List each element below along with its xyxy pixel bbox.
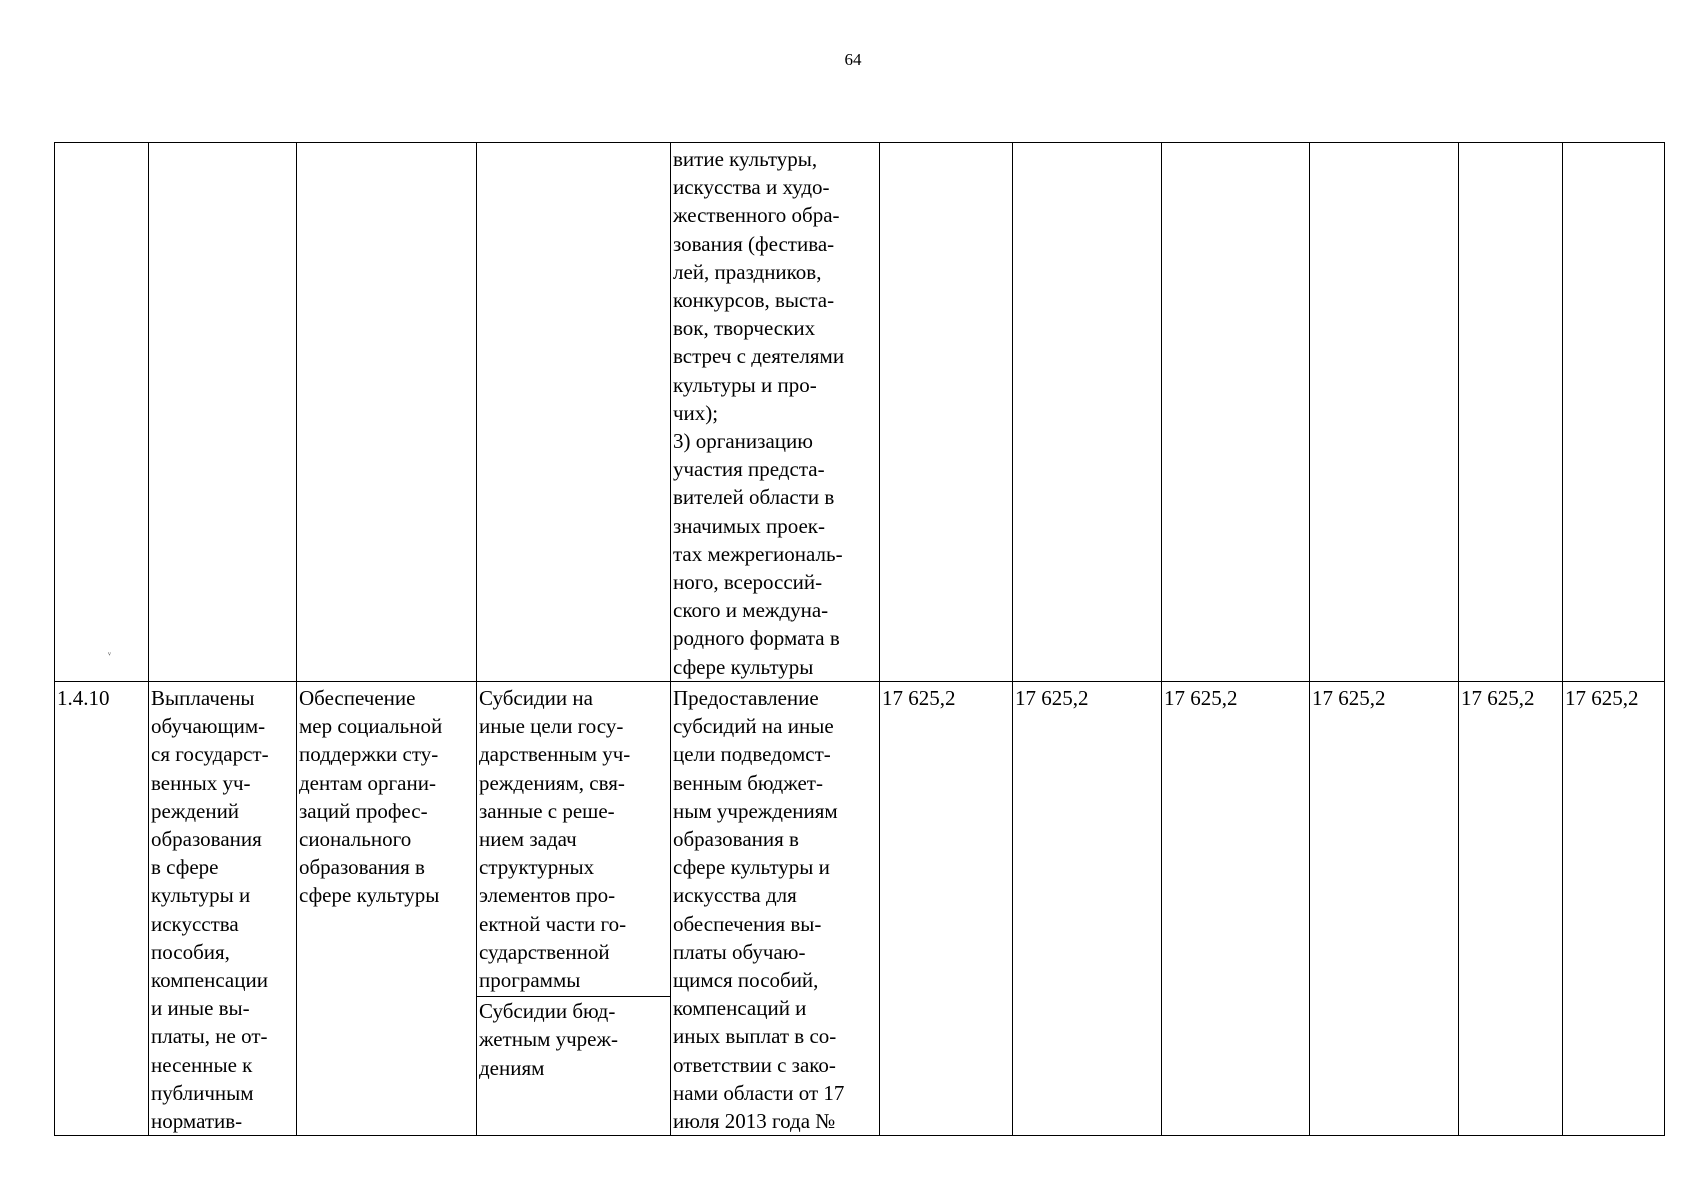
cell-purpose: Обеспечение мер социальной поддержки сту- дентам органи- заций профес- сионального образования в сфере культуры	[297, 682, 477, 1136]
cell-amount-2: 17 625,2	[1013, 682, 1162, 1136]
cell-amount-1: 17 625,2	[880, 682, 1013, 1136]
subsidy-type-2: Субсидии бюд- жетным учреж- дениям	[479, 999, 619, 1080]
cell-empty	[1310, 143, 1459, 682]
scan-mark: ᵛ	[108, 650, 111, 661]
cell-empty	[297, 143, 477, 682]
cell-measure-text: витие культуры, искусства и худо- жественного обра- зования (фестива- лей, праздников, конкурсов, выста- вок, творческих встреч с деятелями культуры и про- чих); 3) организацию участия предста- вителей области в значимых проек- тах межрегиональ- ного, всероссий- ского и междуна- родного формата в сфере культуры	[671, 143, 880, 682]
cell-empty	[880, 143, 1013, 682]
cell-amount-4: 17 625,2	[1310, 682, 1459, 1136]
cell-empty	[1162, 143, 1310, 682]
cell-description: Предоставление субсидий на иные цели подведомст- венным бюджет- ным учреждениям образования в сфере культуры и искусства для обеспечения вы- платы обучаю- щимся пособий, компенсаций и иных выплат в со- ответствии с зако- нами области от 17 июля 2013 года №	[671, 682, 880, 1136]
cell-subsidy-types	[477, 682, 671, 1136]
program-table	[54, 142, 1665, 1136]
cell-empty	[477, 143, 671, 682]
cell-empty	[1013, 143, 1162, 682]
cell-empty	[1459, 143, 1563, 682]
cell-empty	[55, 143, 149, 682]
cell-empty	[149, 143, 297, 682]
cell-amount-5: 17 625,2	[1459, 682, 1563, 1136]
page-number: 64	[844, 50, 862, 69]
cell-result: Выплачены обучающим- ся государст- венных уч- реждений образования в сфере культуры и искусства пособия, компенсации и иные вы- платы, не от- несенные к публичным норматив-	[149, 682, 297, 1136]
table-row-1-4-10	[55, 682, 1665, 1136]
subsidy-type-1: Субсидии на иные цели госу- дарственным уч- реждениям, свя- занные с реше- нием задач структурных элементов про- ектной части го- сударственной программы	[477, 684, 670, 997]
cell-row-number: 1.4.10	[55, 682, 149, 1136]
table-row-continuation	[55, 143, 1665, 682]
cell-amount-6: 17 625,2	[1563, 682, 1665, 1136]
cell-empty	[1563, 143, 1665, 682]
cell-amount-3: 17 625,2	[1162, 682, 1310, 1136]
